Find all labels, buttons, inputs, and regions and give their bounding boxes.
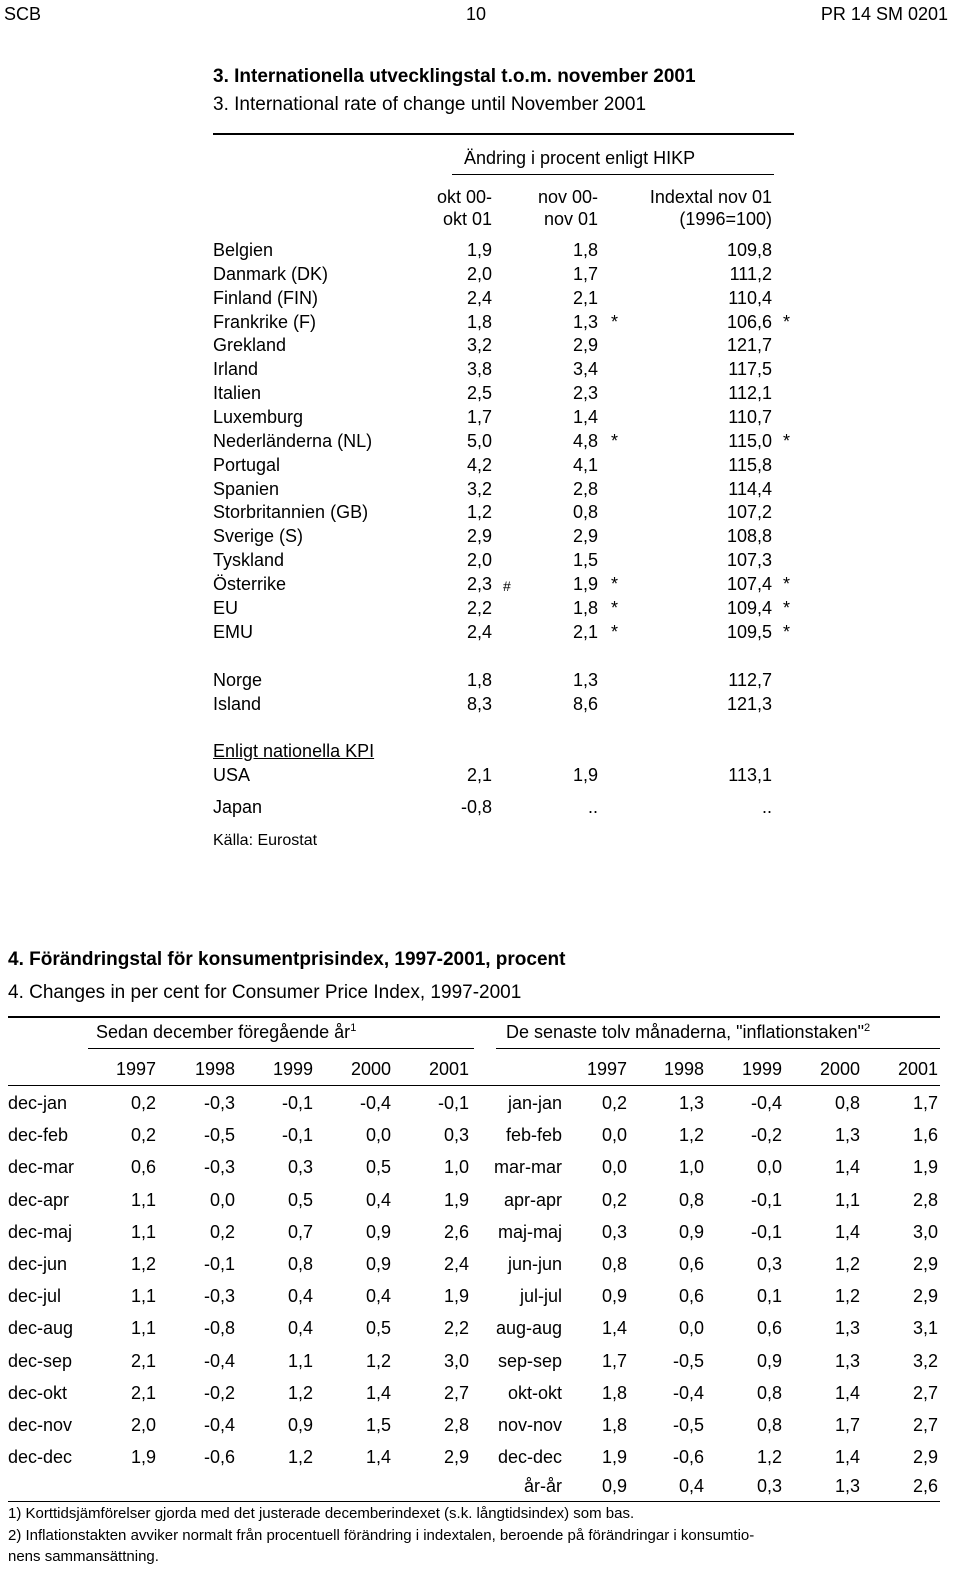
since-dec-value: 0,2 [130,1125,156,1146]
period-label: feb-feb [505,1125,562,1146]
asterisk: * [783,621,791,642]
period-label: jul-jul [519,1286,562,1307]
since-dec-value: -0,1 [281,1093,313,1113]
twelve-month-value: 1,3 [678,1093,704,1113]
asterisk: * [611,621,619,642]
since-dec-value: -0,1 [437,1093,469,1113]
value-okt: 2,2 [466,597,492,618]
value-nov: 2,1 [572,621,598,642]
twelve-month-value: 0,0 [678,1318,704,1339]
table2-right-rule [496,1048,940,1049]
twelve-month-value: -0,6 [672,1447,704,1468]
table2-header-rule [8,1085,940,1086]
value-nov: 1,8 [572,240,598,260]
table1-top-rule [213,133,794,135]
value-index: 109,5 [726,621,772,642]
since-dec-value: -0,3 [203,1093,235,1113]
twelve-month-value: 1,4 [834,1447,860,1468]
twelve-month-value: 1,3 [834,1125,860,1146]
twelve-month-value: 1,2 [678,1125,704,1146]
twelve-month-value: -0,1 [750,1189,782,1210]
since-dec-value: 2,0 [130,1415,156,1435]
twelve-month-value: 3,0 [912,1221,938,1242]
annual-value: 0,3 [756,1476,782,1496]
twelve-month-value: 1,3 [834,1318,860,1339]
table1-group-header: Ändring i procent enligt HIKP [464,148,696,168]
period-label: dec-apr [8,1189,70,1210]
value-okt: 2,1 [466,765,492,785]
value-index: 107,4 [726,573,772,594]
period-label: nov-nov [497,1415,562,1435]
twelve-month-value: 1,2 [834,1254,860,1274]
asterisk: * [783,430,791,451]
since-dec-value: 1,0 [443,1157,469,1178]
value-okt: 1,8 [466,311,492,332]
country-name: Luxemburg [213,406,304,427]
twelve-month-value: 0,3 [601,1221,627,1242]
country-name: Österrike [213,573,287,594]
twelve-month-value: 0,8 [601,1254,627,1274]
year-header: 1999 [272,1059,313,1079]
year-header: 1998 [194,1059,235,1079]
since-dec-value: 1,5 [365,1415,391,1435]
twelve-month-value: 2,9 [912,1286,938,1307]
year-header: 1997 [586,1059,627,1079]
period-label: dec-dec [497,1447,562,1468]
since-dec-value: 0,7 [287,1221,313,1242]
twelve-month-value: 0,6 [678,1254,704,1274]
twelve-month-value: 2,7 [912,1415,938,1435]
since-dec-value: 1,2 [287,1447,313,1468]
value-nov: 2,8 [572,478,598,499]
twelve-month-value: 1,8 [601,1415,627,1435]
since-dec-value: 0,4 [365,1189,391,1210]
since-dec-value: -0,4 [203,1415,235,1435]
table1-title-en: 3. International rate of change until November 2001 [213,94,647,115]
twelve-month-value: 1,2 [834,1286,860,1307]
value-index: 121,7 [726,335,772,356]
value-index: 107,3 [726,550,772,571]
value-index: 108,8 [726,526,772,547]
country-name: Grekland [213,335,287,356]
period-label: mar-mar [494,1157,562,1178]
country-name: Danmark (DK) [213,263,329,284]
since-dec-value: 0,9 [365,1221,391,1242]
twelve-month-value: -0,1 [750,1221,782,1242]
country-name: EU [213,597,239,618]
twelve-month-value: 0,8 [834,1093,860,1113]
table1-col1-header: okt 00- okt 01 [436,187,492,229]
header-right: PR 14 SM 0201 [820,4,948,24]
value-okt: 5,0 [466,430,492,451]
page-number: 10 [466,4,487,24]
country-name: Nederländerna (NL) [213,430,373,451]
period-label: jun-jun [507,1254,562,1274]
year-header: 2000 [819,1059,860,1079]
since-dec-value: 1,1 [130,1318,156,1339]
twelve-month-value: 0,8 [756,1415,782,1435]
twelve-month-value: 1,2 [756,1447,782,1468]
kpi-heading: Enligt nationella KPI [213,741,375,761]
value-okt: 2,5 [466,383,492,404]
footnote-2-cont: nens sammansättning. [8,1548,159,1565]
asterisk: * [611,573,619,594]
since-dec-value: 0,9 [287,1415,313,1435]
since-dec-value: -0,8 [203,1318,235,1339]
period-label: apr-apr [503,1189,562,1210]
table1-col3-header: Indextal nov 01 (1996=100) [649,187,772,229]
twelve-month-value: 1,7 [834,1415,860,1435]
value-okt: 1,9 [466,240,492,260]
since-dec-value: 0,4 [287,1318,313,1339]
since-dec-value: 1,2 [287,1382,313,1403]
value-okt: 2,0 [466,263,492,284]
value-okt: 8,3 [466,694,492,714]
value-nov: 2,9 [572,335,598,356]
value-nov: 1,8 [572,597,598,618]
country-name: Spanien [213,478,280,499]
since-dec-value: 2,9 [443,1447,469,1468]
value-okt: 2,4 [466,287,492,308]
twelve-month-value: 3,1 [912,1318,938,1339]
since-dec-value: 1,9 [443,1189,469,1210]
twelve-month-value: 1,8 [601,1382,627,1403]
table1-source: Källa: Eurostat [213,832,318,849]
value-index: 106,6 [726,311,772,332]
since-dec-value: -0,4 [359,1093,391,1113]
value-index: 112,7 [728,670,772,690]
twelve-month-value: -0,4 [672,1382,704,1403]
twelve-month-value: 1,4 [834,1382,860,1403]
period-label: dec-jun [8,1254,68,1274]
period-label: jan-jan [507,1093,562,1113]
since-dec-value: 2,1 [130,1382,156,1403]
since-dec-value: 1,9 [130,1447,156,1468]
value-okt: 1,8 [466,670,492,690]
country-name: EMU [213,621,253,642]
since-dec-value: 0,5 [365,1318,391,1339]
value-nov: 1,4 [572,406,598,427]
value-index: 109,4 [726,597,772,618]
year-header: 2001 [428,1059,469,1079]
twelve-month-value: -0,5 [672,1415,704,1435]
value-nov: 2,9 [572,526,598,547]
period-label: dec-jan [8,1093,68,1113]
twelve-month-value: 1,9 [912,1157,938,1178]
since-dec-value: 2,8 [443,1415,469,1435]
value-nov: 2,1 [572,287,598,308]
value-nov: 1,5 [572,550,598,571]
value-nov: 1,9 [572,765,598,785]
year-header: 2001 [897,1059,938,1079]
header-left: SCB [4,4,42,24]
twelve-month-value: 1,4 [834,1157,860,1178]
twelve-month-value: 0,0 [756,1157,782,1178]
period-label: sep-sep [497,1350,562,1371]
twelve-month-value: 0,6 [756,1318,782,1339]
since-dec-value: 1,4 [365,1382,391,1403]
value-index: 109,8 [726,240,772,260]
table1-title-sv: 3. Internationella utvecklingstal t.o.m. november 2001 [213,66,696,87]
country-name: Frankrike (F) [213,311,316,332]
table2-left-rule [88,1048,474,1049]
value-okt: -0,8 [460,797,492,817]
since-dec-value: -0,3 [203,1157,235,1178]
twelve-month-value: 2,8 [912,1189,938,1210]
period-label: dec-dec [8,1447,73,1468]
since-dec-value: 0,9 [365,1254,391,1274]
period-label: okt-okt [507,1382,562,1403]
value-okt: 2,3 [466,573,492,594]
twelve-month-value: 1,4 [834,1221,860,1242]
twelve-month-value: -0,5 [672,1350,704,1371]
year-header: 1998 [663,1059,704,1079]
since-dec-value: 3,0 [443,1350,469,1371]
value-okt: 2,4 [466,621,492,642]
period-label: dec-nov [8,1415,73,1435]
twelve-month-value: 0,1 [756,1286,782,1307]
year-header: 2000 [350,1059,391,1079]
period-label: dec-jul [8,1286,62,1307]
twelve-month-value: 2,9 [912,1254,938,1274]
since-dec-value: 1,2 [130,1254,156,1274]
twelve-month-value: 0,9 [601,1286,627,1307]
since-dec-value: 1,1 [287,1350,313,1371]
country-name: Irland [213,359,259,380]
value-okt: 4,2 [466,454,492,475]
table2-top-rule [8,1016,940,1018]
value-index: 112,1 [728,383,772,404]
year-header: 1999 [741,1059,782,1079]
value-nov: 1,3 [572,670,598,690]
country-name: Sverige (S) [213,526,304,547]
value-okt: 1,7 [466,406,492,427]
asterisk: * [611,430,619,451]
since-dec-value: 0,4 [365,1286,391,1307]
footnote-2: 2) Inflationstakten avviker normalt från procentuell förändring i indextalen, beroende på förändringar i konsumtio- [8,1527,755,1544]
twelve-month-value: 1,9 [601,1447,627,1468]
country-name: USA [213,765,251,785]
value-index: 110,4 [728,287,772,308]
twelve-month-value: 0,2 [601,1093,627,1113]
twelve-month-value: 1,0 [678,1157,704,1178]
annual-value: 2,6 [912,1476,938,1496]
value-okt: 2,0 [466,550,492,571]
value-nov: 1,7 [572,263,598,284]
since-dec-value: 2,7 [443,1382,469,1403]
value-nov: 2,3 [572,383,598,404]
twelve-month-value: 0,0 [601,1157,627,1178]
since-dec-value: 1,4 [365,1447,391,1468]
since-dec-value: 1,2 [365,1350,391,1371]
value-nov: 1,3 [572,311,598,332]
twelve-month-value: 0,8 [678,1189,704,1210]
twelve-month-value: 0,9 [756,1350,782,1371]
since-dec-value: 0,3 [287,1157,313,1178]
period-label: dec-sep [8,1350,73,1371]
value-nov: 4,1 [572,454,598,475]
hash-mark: # [503,577,511,594]
twelve-month-value: 1,1 [834,1189,860,1210]
since-dec-value: 0,2 [130,1093,156,1113]
since-dec-value: -0,2 [203,1382,235,1403]
table2-title-en: 4. Changes in per cent for Consumer Price Index, 1997-2001 [8,982,522,1003]
since-dec-value: 1,1 [130,1189,156,1210]
value-index: 121,3 [726,694,772,714]
since-dec-value: 2,1 [130,1350,156,1371]
country-name: Storbritannien (GB) [213,502,369,523]
value-index: 107,2 [726,502,772,523]
since-dec-value: 0,3 [443,1125,469,1146]
since-dec-value: -0,5 [203,1125,235,1146]
since-dec-value: 0,0 [209,1189,235,1210]
asterisk: * [783,597,791,618]
year-header: 1997 [115,1059,156,1079]
value-nov: .. [587,797,598,817]
value-okt: 2,9 [466,526,492,547]
table1-col2-header: nov 00- nov 01 [537,187,598,229]
since-dec-value: 0,8 [287,1254,313,1274]
asterisk: * [783,311,791,332]
value-index: .. [761,797,772,817]
since-dec-value: -0,1 [203,1254,235,1274]
value-index: 111,2 [729,263,772,284]
asterisk: * [611,597,619,618]
asterisk: * [783,573,791,594]
twelve-month-value: 0,9 [678,1221,704,1242]
value-index: 117,5 [728,359,772,380]
value-index: 110,7 [728,406,772,427]
value-okt: 3,8 [466,359,492,380]
value-nov: 4,8 [572,430,598,451]
value-index: 115,8 [728,454,772,475]
since-dec-value: 0,2 [209,1221,235,1242]
period-label: dec-feb [8,1125,69,1146]
twelve-month-value: 0,6 [678,1286,704,1307]
value-nov: 3,4 [572,359,598,380]
since-dec-value: -0,3 [203,1286,235,1307]
since-dec-value: -0,1 [281,1125,313,1146]
annual-value: 0,9 [601,1476,627,1496]
since-dec-value: 0,4 [287,1286,313,1307]
country-name: Tyskland [213,550,285,571]
since-dec-value: 1,1 [130,1221,156,1242]
value-index: 115,0 [728,430,772,451]
twelve-month-value: 2,7 [912,1382,938,1403]
since-dec-value: -0,6 [203,1447,235,1468]
twelve-month-value: 1,4 [601,1318,627,1339]
since-dec-value: 1,1 [130,1286,156,1307]
since-dec-value: 2,4 [443,1254,469,1274]
twelve-month-value: -0,2 [750,1125,782,1146]
annual-value: 1,3 [834,1476,860,1496]
period-label: dec-mar [8,1157,75,1178]
value-okt: 1,2 [466,502,492,523]
twelve-month-value: 2,9 [912,1447,938,1468]
period-label: maj-maj [497,1221,562,1242]
country-name: Italien [213,383,262,404]
value-okt: 3,2 [466,335,492,356]
since-dec-value: 0,6 [130,1157,156,1178]
country-name: Portugal [213,454,281,475]
table2-bottom-rule [8,1501,940,1502]
twelve-month-value: 1,7 [912,1093,938,1113]
period-label: år-år [523,1476,562,1496]
value-index: 114,4 [728,478,772,499]
country-name: Belgien [213,240,274,260]
twelve-month-value: 0,0 [601,1125,627,1146]
twelve-month-value: -0,4 [750,1093,782,1113]
value-nov: 1,9 [572,573,598,594]
period-label: dec-maj [8,1221,73,1242]
since-dec-value: 1,9 [443,1286,469,1307]
twelve-month-value: 1,3 [834,1350,860,1371]
table2-left-header: Sedan december föregående $år^1$ [96,1022,357,1042]
since-dec-value: 0,5 [365,1157,391,1178]
table2-right-header: De senaste tolv månaderna, "inflationstaken"$^2$ [506,1022,871,1042]
since-dec-value: 0,5 [287,1189,313,1210]
since-dec-value: 0,0 [365,1125,391,1146]
value-nov: 8,6 [572,694,598,714]
twelve-month-value: 1,7 [601,1350,627,1371]
since-dec-value: 2,2 [443,1318,469,1339]
period-label: dec-okt [8,1382,68,1403]
twelve-month-value: 3,2 [912,1350,938,1371]
period-label: aug-aug [495,1318,562,1339]
country-name: Island [213,694,262,714]
country-name: Norge [213,670,263,690]
since-dec-value: -0,4 [203,1350,235,1371]
twelve-month-value: 0,3 [756,1254,782,1274]
period-label: dec-aug [8,1318,74,1339]
value-index: 113,1 [728,765,772,785]
twelve-month-value: 0,2 [601,1189,627,1210]
twelve-month-value: 1,6 [912,1125,938,1146]
since-dec-value: 2,6 [443,1221,469,1242]
twelve-month-value: 0,8 [756,1382,782,1403]
annual-value: 0,4 [678,1476,704,1496]
country-name: Finland (FIN) [213,287,319,308]
value-nov: 0,8 [572,502,598,523]
table1-group-rule [452,174,774,175]
country-name: Japan [213,797,263,817]
value-okt: 3,2 [466,478,492,499]
footnote-1: 1) Korttidsjämförelser gjorda med det justerade decemberindexet (s.k. långtidsindex) som bas. [8,1505,635,1522]
asterisk: * [611,311,619,332]
table2-title-sv: 4. Förändringstal för konsumentprisindex, 1997-2001, procent [8,949,566,970]
